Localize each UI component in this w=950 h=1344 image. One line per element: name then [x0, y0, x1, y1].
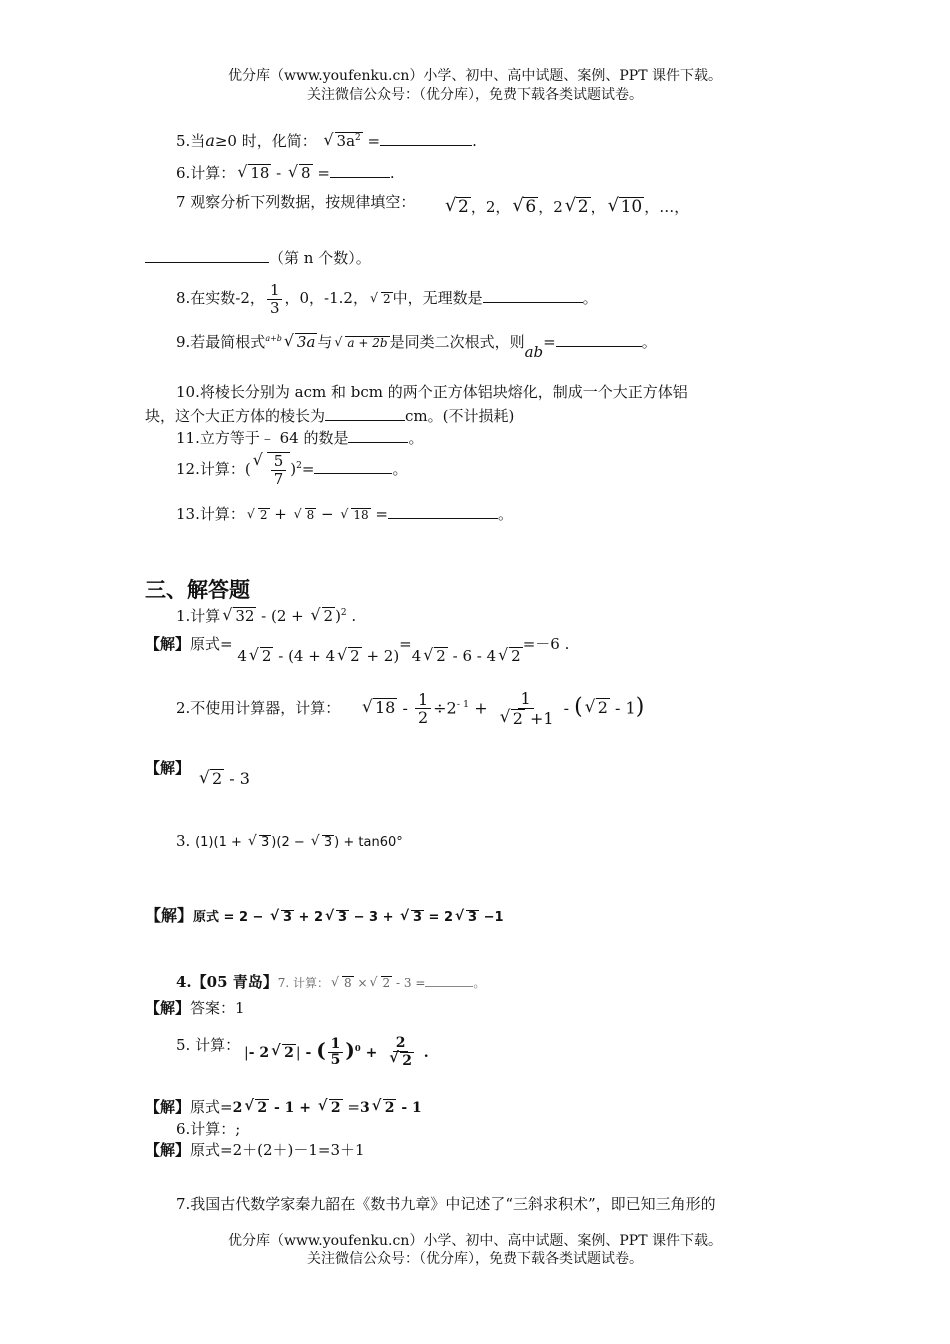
- answer-blank[interactable]: [380, 144, 472, 146]
- sqrt-symbol: √ $3a^2$: [324, 132, 363, 150]
- problem-2-expression: √ 18 - $\frac{1}{2}$ $\div 2^{- 1}$ + 1 √ 2 +1 - (√ 2 - 1): [360, 690, 644, 728]
- question-8: 8.在实数-2， $\frac{1}{3}$ ，0，-1.2，√ 2 中，无理数是 。: [176, 282, 598, 316]
- problem-5-expression: |- 2√ 2 | - ( $\frac{1}{5}$ )$^0$ + 2 √ 2 .: [244, 1036, 429, 1070]
- answer-blank[interactable]: [325, 419, 405, 421]
- question-9: 9.若最简根式$^{a+b}$√ 3a 与√ a + 2b 是同类二次根式，则ab= 。: [176, 331, 657, 352]
- answer-3: 【解】原式 = 2 − √ 3 + 2√ 3 − 3 + √ 3 = 2√ 3 −1: [145, 903, 504, 926]
- answer-5: 【解】原式=2√ 2 - 1 + √ 2 =3√ 2 - 1: [145, 1096, 422, 1117]
- footer-line-2: 关注微信公众号：（优分库），免费下载各类试题试卷。: [307, 1251, 643, 1267]
- sqrt-symbol: √ 8: [288, 164, 313, 182]
- answer-blank[interactable]: [483, 301, 583, 303]
- question-13: 13.计算：√ 2 + √ 8 − √ 18 = 。: [176, 503, 513, 524]
- answer-1: 【解】原式= 4√ 2 - (4 + 4√ 2 + 2)=4√ 2 - 6 - 4√ 2=－6 .: [145, 633, 569, 654]
- question-10-line-2: 块，这个大正方体的棱长为 cm。(不计损耗): [145, 407, 515, 425]
- problem-6: 6.计算：;: [176, 1120, 241, 1138]
- problem-2-text: 2.不使用计算器，计算：: [176, 699, 341, 717]
- answer-2: √ 2 - 3: [197, 769, 250, 788]
- question-10-line-1: 10.将棱长分别为 acm 和 bcm 的两个正方体铝块熔化，制成一个大正方体铝: [176, 383, 688, 401]
- answer-4: 【解】答案：1: [145, 999, 245, 1017]
- answer-blank[interactable]: [388, 517, 498, 519]
- question-12: 12.计算：( √ $\frac{5}{7}$ )$^2$= 。: [176, 452, 407, 487]
- question-6: 6.计算：√ 18 - √ 8 = .: [176, 162, 395, 183]
- answer-blank[interactable]: [314, 472, 392, 474]
- answer-blank[interactable]: [330, 176, 390, 178]
- fraction: $\frac{1}{3}$: [267, 282, 283, 316]
- sqrt-symbol: √ 18: [237, 164, 271, 182]
- question-5: 5.当a≥0 时，化简： √ $3a^2$ = .: [176, 130, 477, 151]
- question-7-tail: （第 n 个数）。: [145, 247, 371, 268]
- problem-3: 3. (1)(1 + √ 3 )(2 − √ 3 ) + tan60°: [176, 832, 403, 851]
- problem-7: 7.我国古代数学家秦九韶在《数书九章》中记述了“三斜求积术”，即已知三角形的: [176, 1195, 716, 1213]
- answer-tag: 【解】: [145, 635, 191, 653]
- problem-4: 4.【05 青岛】7. 计算：√ 8 ×√ 2 - 3 = 。: [176, 971, 485, 992]
- question-7-sequence: √ 2 ，2，√ 6 ，2√ 2 ，√ 10 ，…，: [443, 196, 689, 218]
- question-11: 11.立方等于﹣ 64 的数是 。: [176, 429, 424, 447]
- question-7: 7 观察分析下列数据，按规律填空：: [176, 193, 416, 211]
- section-title: 三、解答题: [145, 578, 250, 602]
- footer-line-1: 优分库（www.youfenku.cn）小学、初中、高中试题、案例、PPT 课件下载。: [227, 1233, 722, 1249]
- answer-blank[interactable]: [556, 345, 642, 347]
- header-line-2: 关注微信公众号：（优分库），免费下载各类试题试卷。: [307, 87, 643, 103]
- answer-6: 【解】原式=2＋(2＋)－1=3＋1: [145, 1141, 365, 1159]
- problem-5: 5. 计算：: [176, 1036, 241, 1054]
- header-line-1: 优分库（www.youfenku.cn）小学、初中、高中试题、案例、PPT 课件下载。: [227, 68, 722, 84]
- problem-1: 1.计算√ 32 - (2 + √ 2 )$^2$ .: [176, 605, 356, 626]
- answer-blank[interactable]: [145, 261, 269, 263]
- answer-2-tag: 【解】: [145, 759, 191, 777]
- answer-blank[interactable]: [348, 441, 408, 443]
- answer-blank[interactable]: [425, 985, 473, 987]
